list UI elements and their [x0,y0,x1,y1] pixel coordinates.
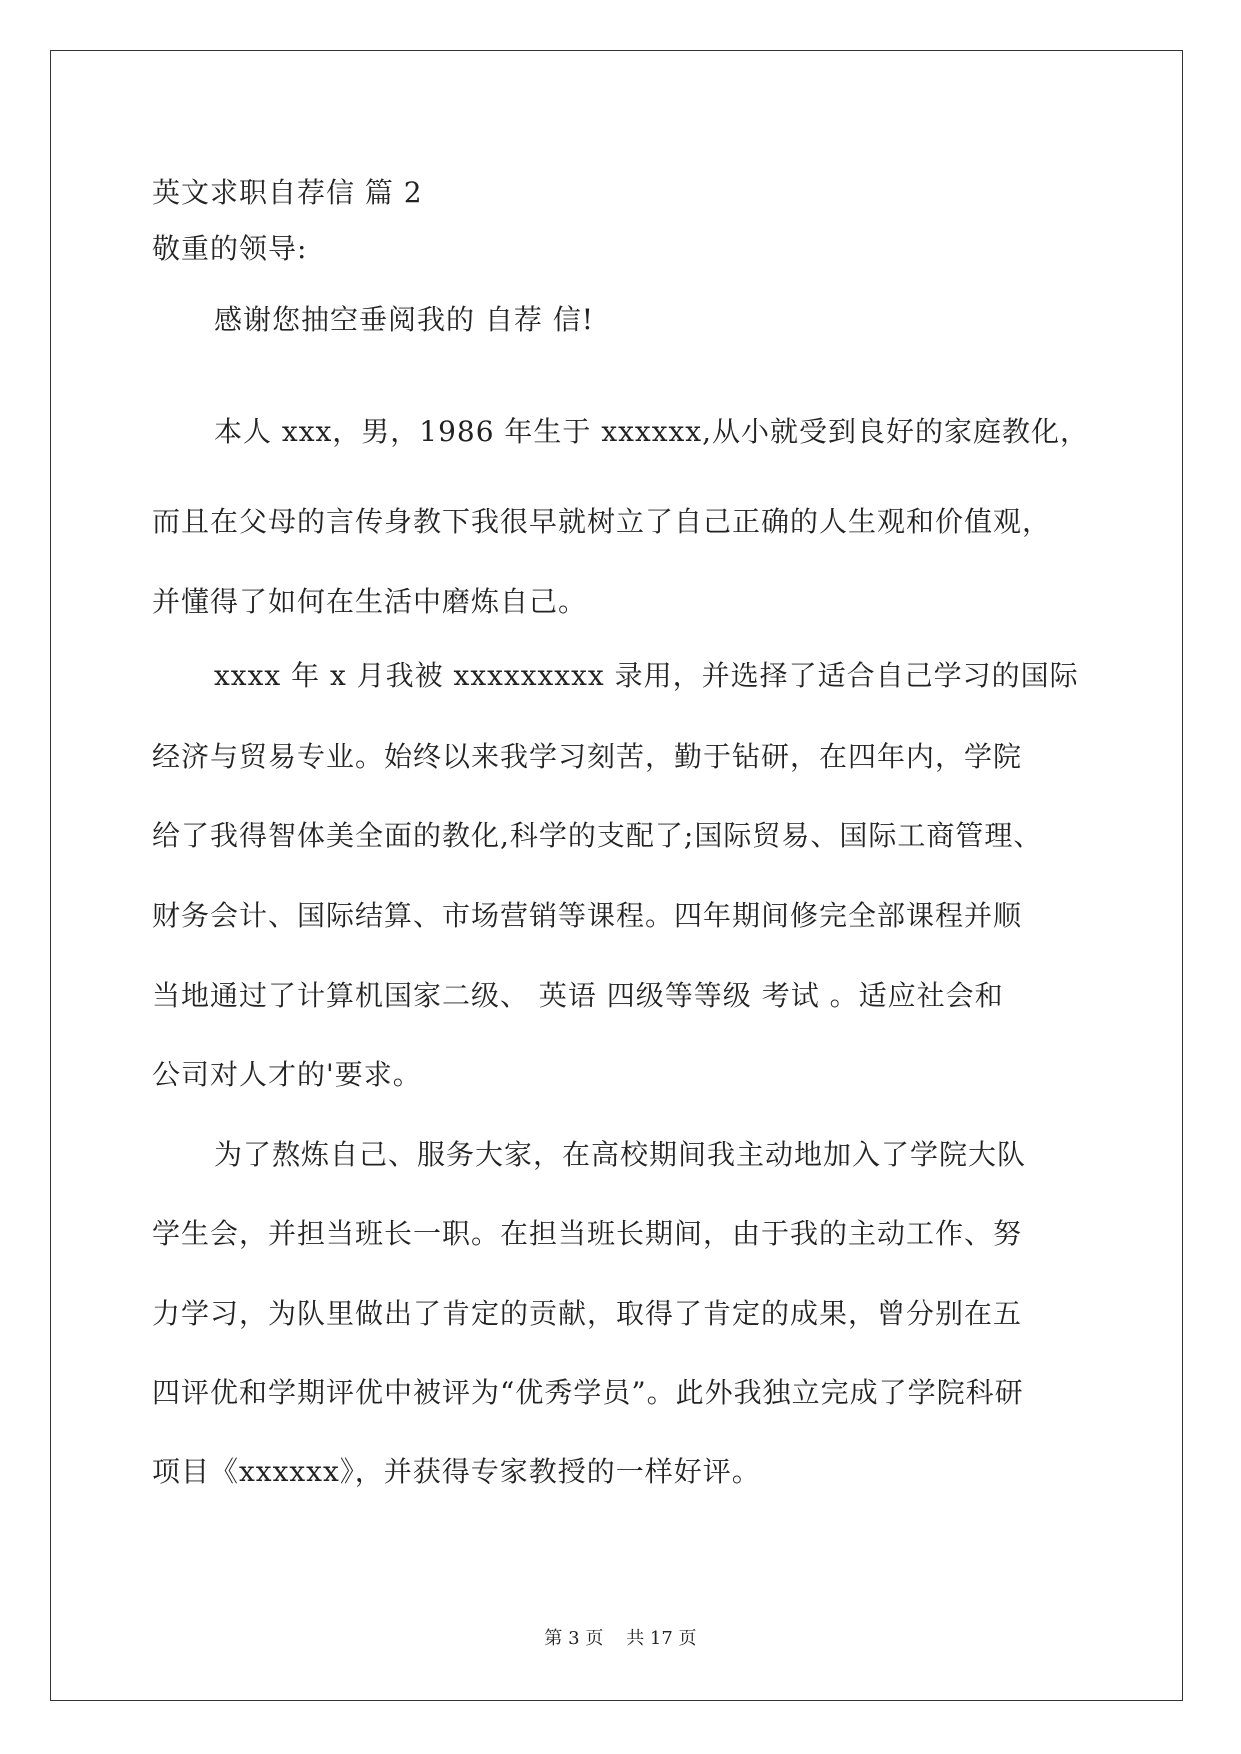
body-line: 本人 xxx，男，1986 年生于 xxxxxx,从小就受到良好的家庭教化， [214,415,1089,448]
document-title: 英文求职自荐信 篇 2 [152,176,423,209]
body-line: 财务会计、国际结算、市场营销等课程。四年期间修完全部课程并顺 [152,899,1023,932]
page-footer: 第 3 页 共 17 页 [544,1628,697,1649]
body-line: 为了熬炼自己、服务大家，在高校期间我主动地加入了学院大队 [214,1138,1027,1171]
body-line: 力学习，为队里做出了肯定的贡献，取得了肯定的成果，曾分别在五 [152,1297,1023,1330]
body-line: 四评优和学期评优中被评为“优秀学员”。此外我独立完成了学院科研 [152,1376,1024,1409]
body-line: 公司对人才的'要求。 [152,1058,422,1091]
body-line: 项目《xxxxxx》，并获得专家教授的一样好评。 [152,1455,761,1488]
body-line: 并懂得了如何在生活中磨炼自己。 [152,585,588,618]
body-line: 学生会，并担当班长一职。在担当班长期间，由于我的主动工作、努 [152,1217,1023,1250]
body-line: 当地通过了计算机国家二级、 英语 四级等等级 考试 。适应社会和 [152,979,1004,1012]
body-line: 给了我得智体美全面的教化,科学的支配了;国际贸易、国际工商管理、 [152,819,1043,852]
body-line: xxxx 年 x 月我被 xxxxxxxxx 录用，并选择了适合自己学习的国际 [214,659,1079,692]
body-line: 经济与贸易专业。始终以来我学习刻苦，勤于钻研，在四年内，学院 [152,740,1023,773]
salutation: 敬重的领导: [152,232,308,265]
body-line: 感谢您抽空垂阅我的 自荐 信! [214,303,595,336]
body-line: 而且在父母的言传身教下我很早就树立了自己正确的人生观和价值观， [152,505,1052,538]
